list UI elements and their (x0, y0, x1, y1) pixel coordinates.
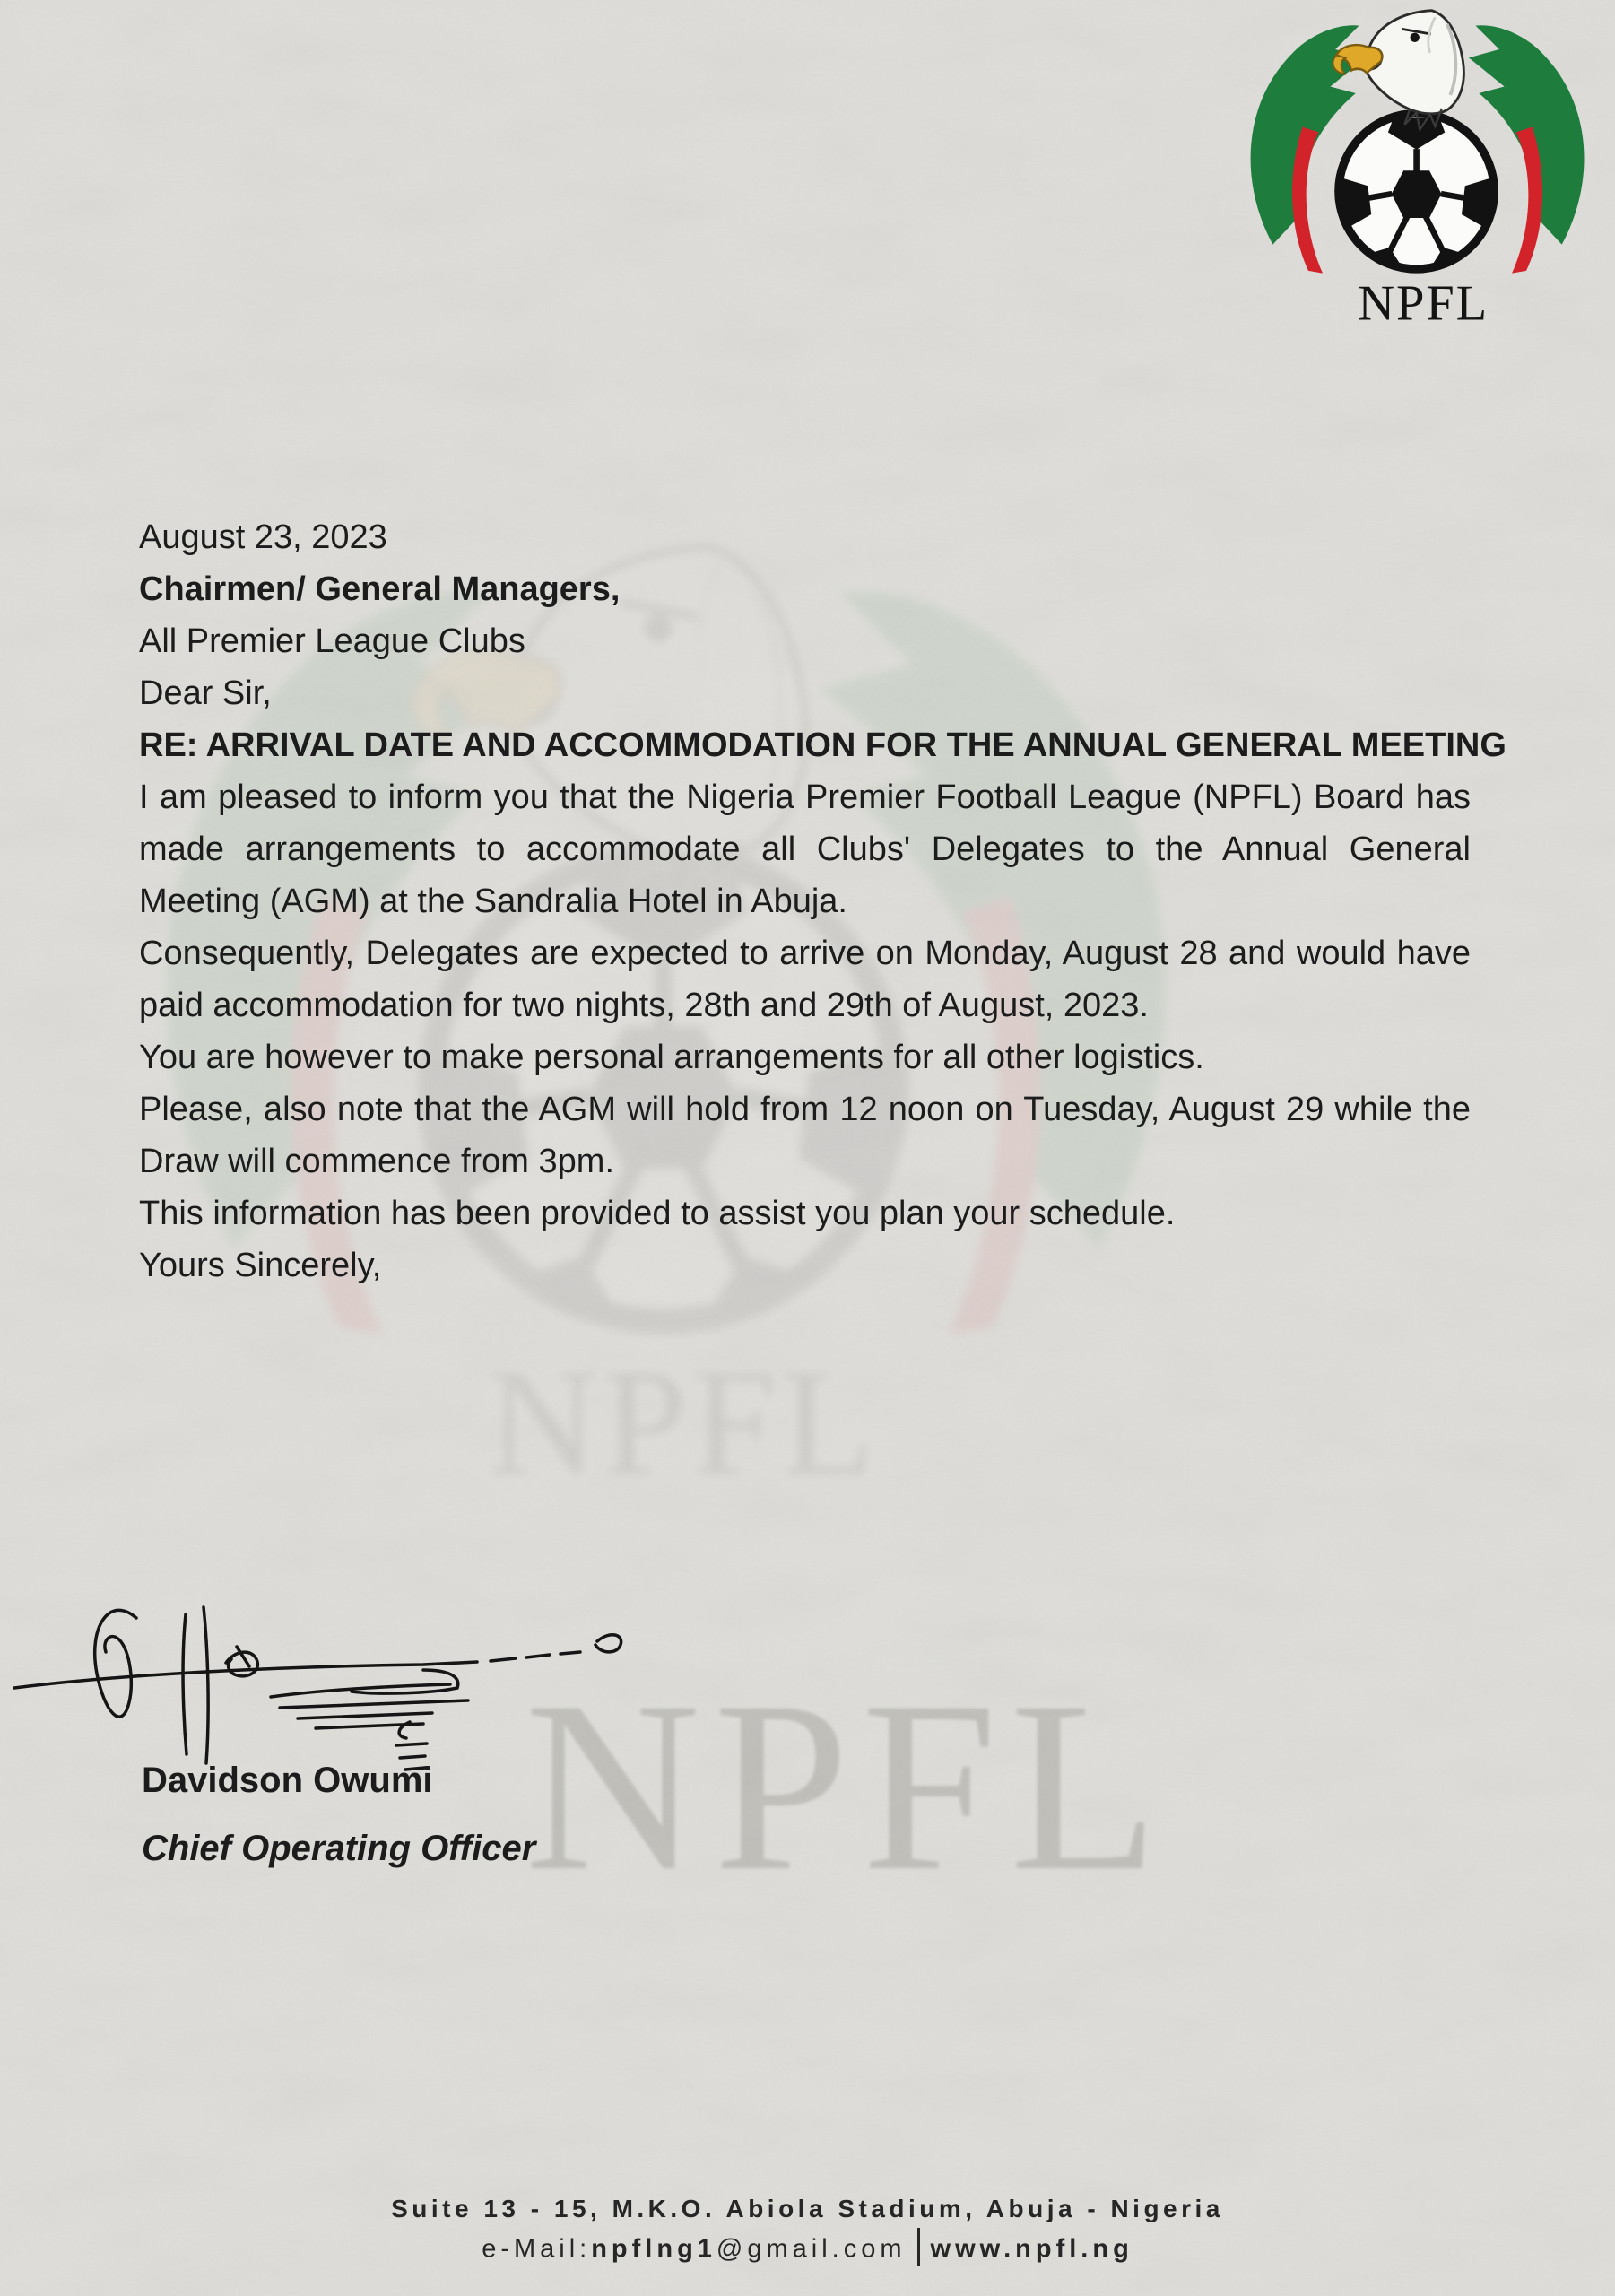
letter-date: August 23, 2023 (139, 518, 387, 556)
paragraph-2: Consequently, Delegates are expected to arrive on Monday, August 28 and would have paid accommodation for two nights, 28th and 29th of August, 2023. (139, 935, 1471, 1024)
closing: Yours Sincerely, (139, 1247, 382, 1284)
letter-body (139, 511, 1506, 1292)
subject-line: RE: ARRIVAL DATE AND ACCOMMODATION FOR THE ANNUAL GENERAL MEETING (139, 726, 1506, 764)
npfl-crest-icon (1220, 5, 1601, 361)
footer-contacts (0, 2231, 1615, 2269)
paragraph-1: I am pleased to inform you that the Nigeria Premier Football League (NPFL) Board has made arrangements to accommodate all Clubs' Delegates to the Annual General Meeting (AGM) at the Sandralia Hotel in Abuja. (139, 778, 1471, 920)
signatory-name: Davidson Owumi (142, 1761, 433, 1800)
paragraph-4: Please, also note that the AGM will hold from 12 noon on Tuesday, August 29 while the Draw will commence from 3pm. (139, 1091, 1471, 1180)
left-red-crescent-icon (1292, 127, 1323, 274)
divider-bar (917, 2228, 920, 2266)
email-label: e-Mail: (482, 2234, 592, 2264)
email-domain: @gmail.com (716, 2234, 907, 2264)
footer (0, 2194, 1615, 2269)
eagle-eye-icon (1411, 33, 1420, 42)
watermark-npfl-text: NPFL (525, 1651, 1172, 1921)
logo-wordmark: NPFL (1358, 275, 1489, 332)
npfl-logo (1220, 5, 1601, 361)
addressee: Chairmen/ General Managers, (139, 570, 621, 608)
salutation: Dear Sir, (139, 674, 272, 712)
website-link: www.npfl.ng (930, 2234, 1133, 2264)
paragraph-5: This information has been provided to assist you plan your schedule. (139, 1195, 1176, 1232)
footer-address: Suite 13 - 15, M.K.O. Abiola Stadium, Abuja - Nigeria (391, 2195, 1224, 2222)
right-red-crescent-icon (1512, 127, 1542, 274)
email-user: npflng1 (591, 2234, 716, 2264)
paragraph-3: You are however to make personal arrangements for all other logistics. (139, 1039, 1204, 1076)
soccer-ball-icon (1337, 114, 1496, 275)
signatory-title: Chief Operating Officer (142, 1829, 536, 1868)
addressee-line2: All Premier League Clubs (139, 622, 525, 660)
